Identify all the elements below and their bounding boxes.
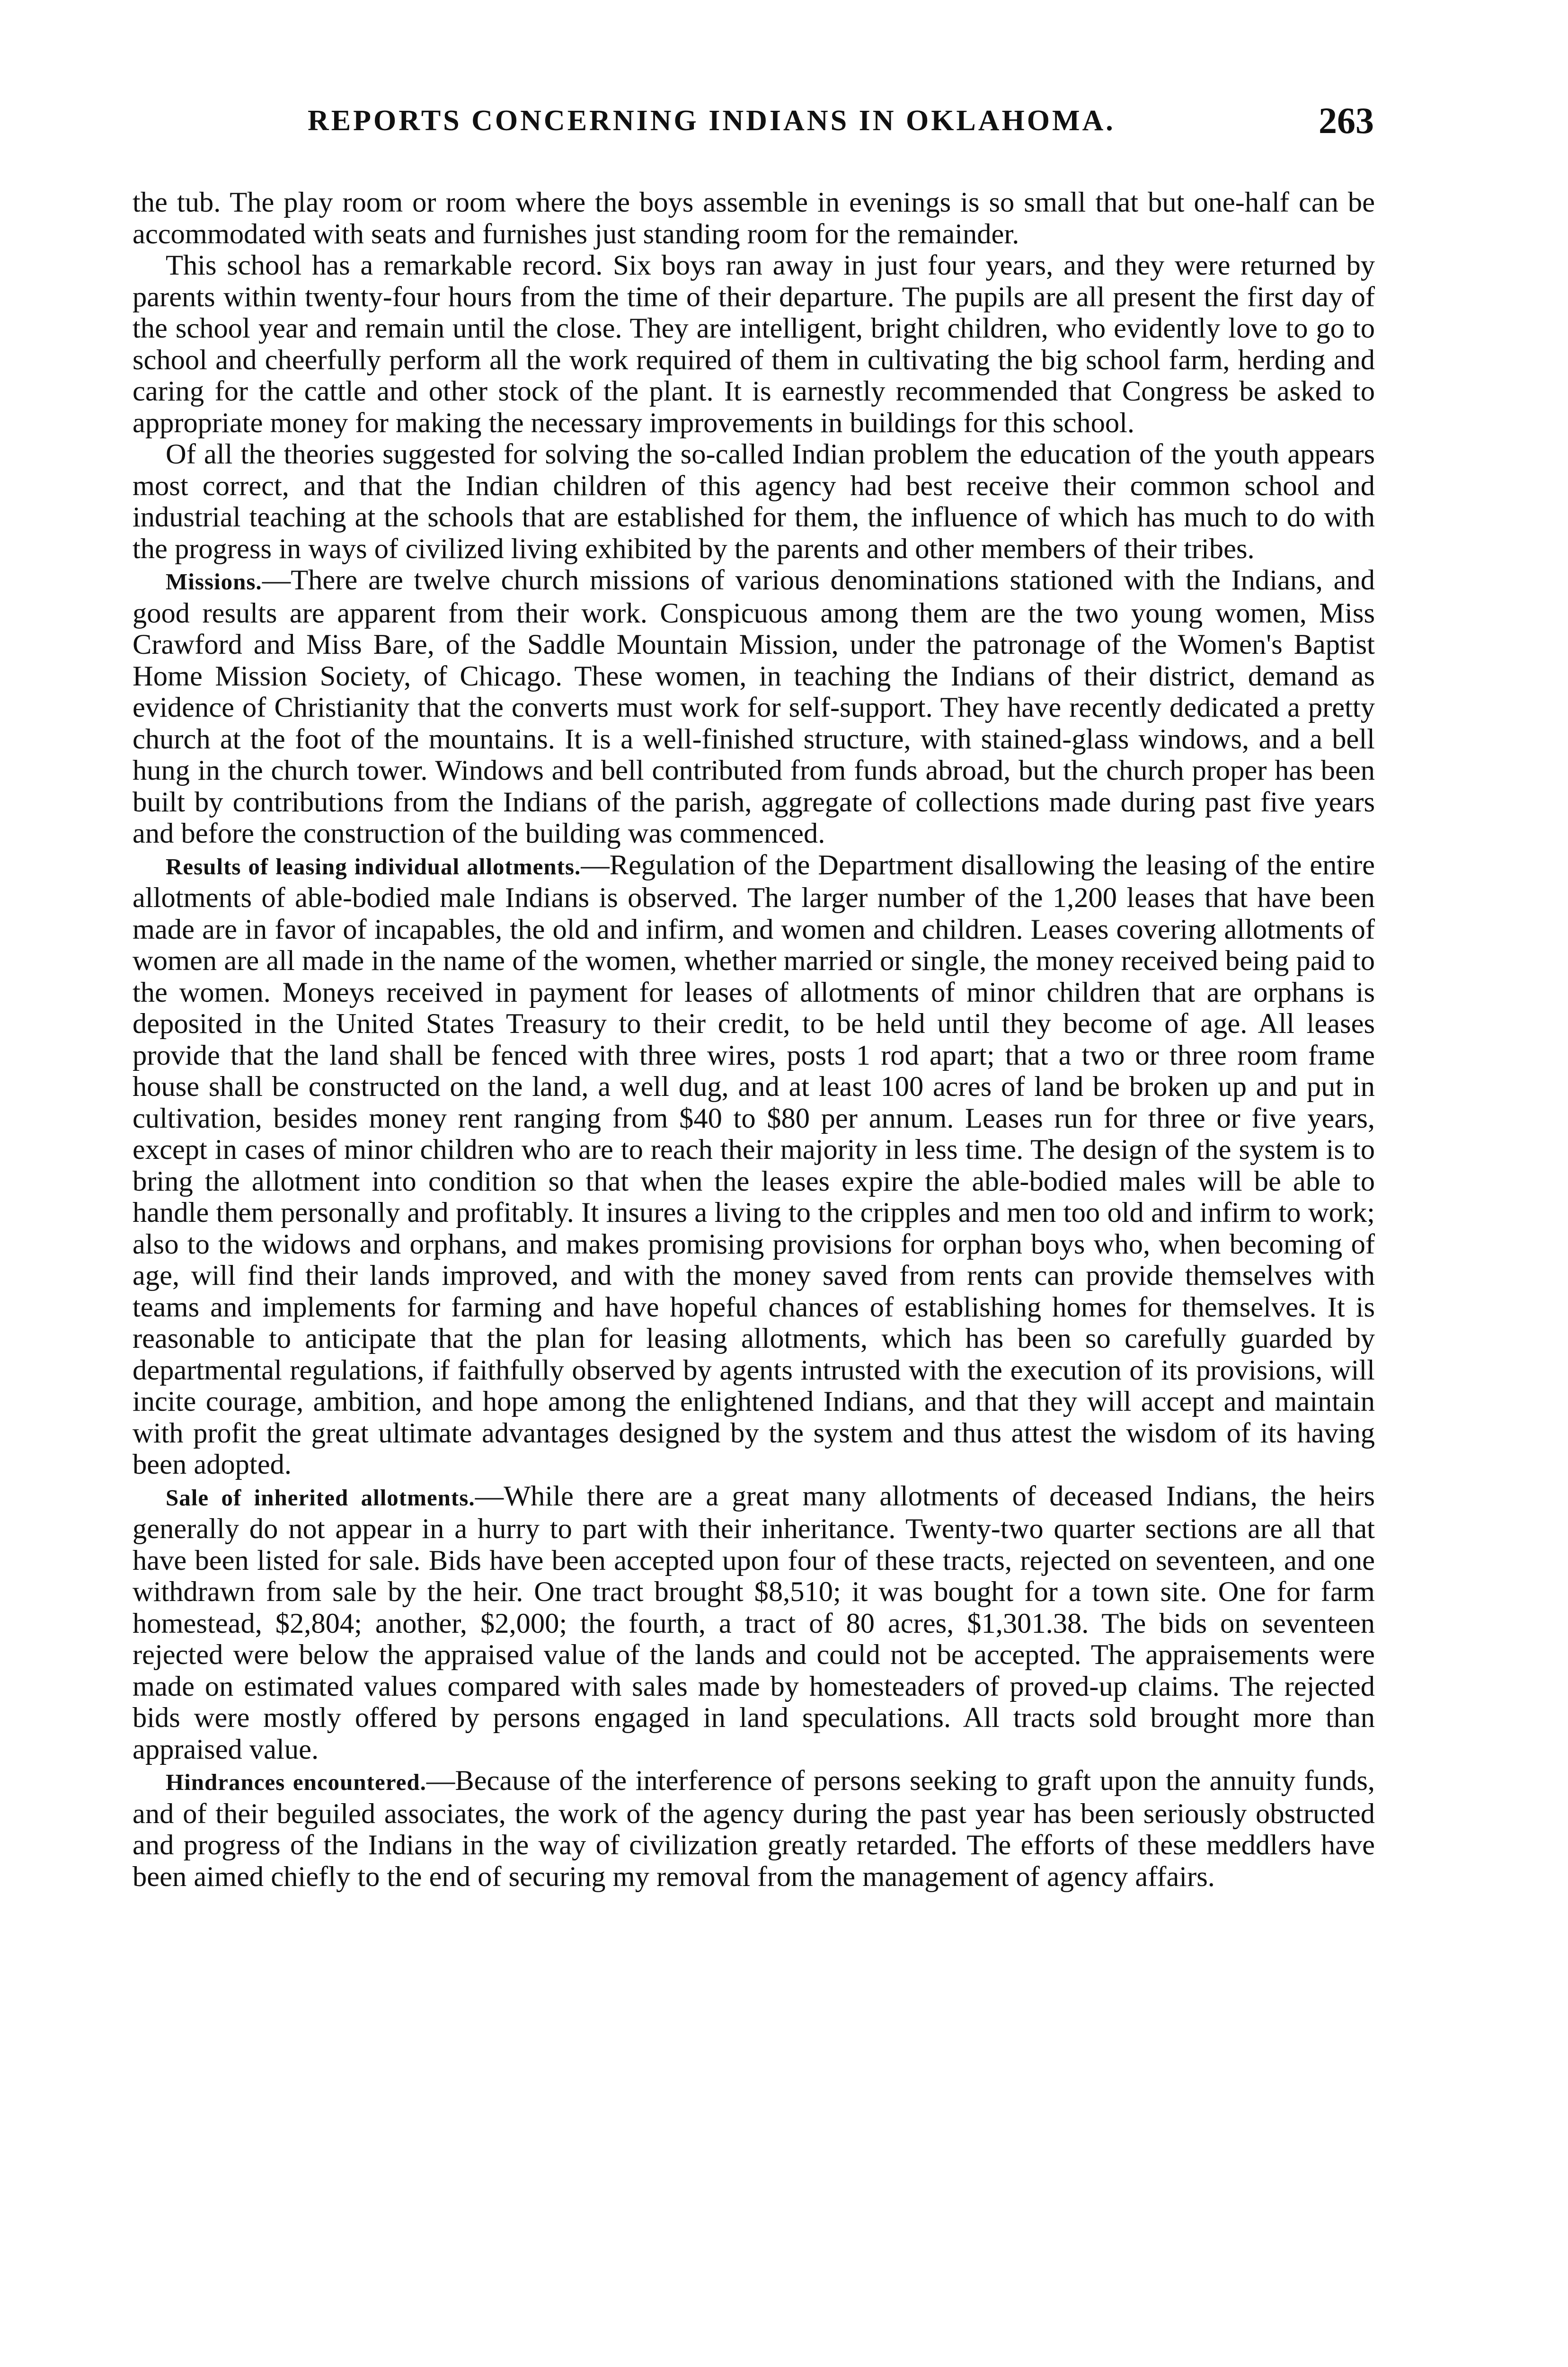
- paragraph-text: the tub. The play room or room where the boys assemble in evenings is so small that but one-half can be accommodated with seats and furnishes just standing room for the remainder.: [133, 187, 1375, 250]
- page-number: 263: [1319, 100, 1374, 141]
- paragraph-hindrances: [133, 1765, 1375, 1893]
- paragraph-text: This school has a remarkable record. Six boys ran away in just four years, and they were returned by parents within twenty-four hours from the time of their departure. The pupils are all present the first day of the school year and remain until the close. They are intelligent, bright children, who evidently love to go to school and cheerfully perform all the work required of them in cultivating the big school farm, herding and caring for the cattle and other stock of the plant. It is earnestly recommended that Congress be asked to appropriate money for making the necessary improvements in buildings for this school.: [133, 249, 1375, 439]
- running-head: [133, 99, 1374, 151]
- paragraph-text: —Regulation of the Department disallowing the leasing of the entire allotments of able-bodied male Indians is observed. The larger number of the 1,200 leases that have been made are in favor of incapables, the old and infirm, and women and children. Leases covering allotments of women are all made in the name of the women, whether married or single, the money received being paid to the women. Moneys received in payment for leases of allotments of minor children that are orphans is deposited in the United States Treasury to their credit, to be held until they become of age. All leases provide that the land shall be fenced with three wires, posts 1 rod apart; that a two or three room frame house shall be constructed on the land, a well dug, and at least 100 acres of land be broken up and put in cultivation, besides money rent ranging from $40 to $80 per annum. Leases run for three or five years, except in cases of minor children who are to reach their majority in less time. The design of the system is to bring the allotment into condition so that when the leases expire the able-bodied males will be able to handle them personally and profitably. It insures a living to the cripples and men too old and infirm to work; also to the widows and orphans, and makes promising provisions for orphan boys who, when becoming of age, will find their lands improved, and with the money saved from rents can provide themselves with teams and implements for farming and have hopeful chances of establishing homes for themselves. It is reasonable to anticipate that the plan for leasing allotments, which has been so carefully guarded by departmental regulations, if faithfully observed by agents intrusted with the execution of its provisions, will incite courage, ambition, and hope among the enlightened Indians, and that they will accept and maintain with profit the great ultimate advantages designed by the system and thus attest the wisdom of its having been adopted.: [133, 849, 1375, 1480]
- section-heading-missions: Missions.: [166, 569, 262, 595]
- paragraph-missions: [133, 565, 1375, 850]
- paragraph-text: —There are twelve church missions of various denominations stationed with the Indians, and good results are apparent from their work. Conspicuous among them are the two young women, Miss Crawford and Miss Bare, of the Saddle Mountain Mission, under the patronage of the Women's Baptist Home Mission Society, of Chicago. These women, in teaching the Indians of their district, demand as evidence of Christianity that the converts must work for self-support. They have recently dedicated a pretty church at the foot of the mountains. It is a well-finished structure, with stained-glass windows, and a bell hung in the church tower. Windows and bell contributed from funds abroad, but the church proper has been built by contributions from the Indians of the parish, aggregate of collections made during past five years and before the construction of the building was commenced.: [133, 564, 1375, 849]
- paragraph-inherited-allotments: [133, 1481, 1375, 1766]
- paragraph-school-record: [133, 250, 1375, 439]
- paragraph-text: —While there are a great many allotments of deceased Indians, the heirs generally do not appear in a hurry to part with their inheritance. Twenty-two quarter sections are all that have been listed for sale. Bids have been accepted upon four of these tracts, rejected on seventeen, and one withdrawn from sale by the heir. One tract brought $8,510; it was bought for a town site. One for farm homestead, $2,804; another, $2,000; the fourth, a tract of 80 acres, $1,301.38. The bids on seventeen rejected were below the appraised value of the lands and could not be accepted. The appraisements were made on estimated values compared with sales made by homesteaders of proved-up claims. The rejected bids were mostly offered by persons engaged in land speculations. All tracts sold brought more than appraised value.: [133, 1480, 1375, 1765]
- section-heading-inherited: Sale of inherited allotments.: [166, 1484, 475, 1511]
- section-heading-hindrances: Hindrances encountered.: [166, 1769, 426, 1795]
- running-head-title: REPORTS CONCERNING INDIANS IN OKLAHOMA.: [308, 105, 1116, 137]
- section-heading-leasing: Results of leasing individual allotments.: [166, 853, 581, 880]
- paragraph-text: Of all the theories suggested for solving the so-called Indian problem the education of the youth appears most correct, and that the Indian children of this agency had best receive their common school and industrial teaching at the schools that are established for them, the influence of which has much to do with the progress in ways of civilized living exhibited by the parents and other members of their tribes.: [133, 438, 1375, 565]
- paragraph-text: —Because of the interference of persons seeking to graft upon the annuity funds, and of their beguiled associates, the work of the agency during the past year has been seriously obstructed and progress of the Indians in the way of civilization greatly retarded. The efforts of these meddlers have been aimed chiefly to the end of securing my removal from the management of agency affairs.: [133, 1765, 1375, 1893]
- body-text: [133, 187, 1375, 1893]
- paragraph-continuation: [133, 187, 1375, 250]
- paragraph-leasing-allotments: [133, 850, 1375, 1481]
- paragraph-education-theories: [133, 439, 1375, 565]
